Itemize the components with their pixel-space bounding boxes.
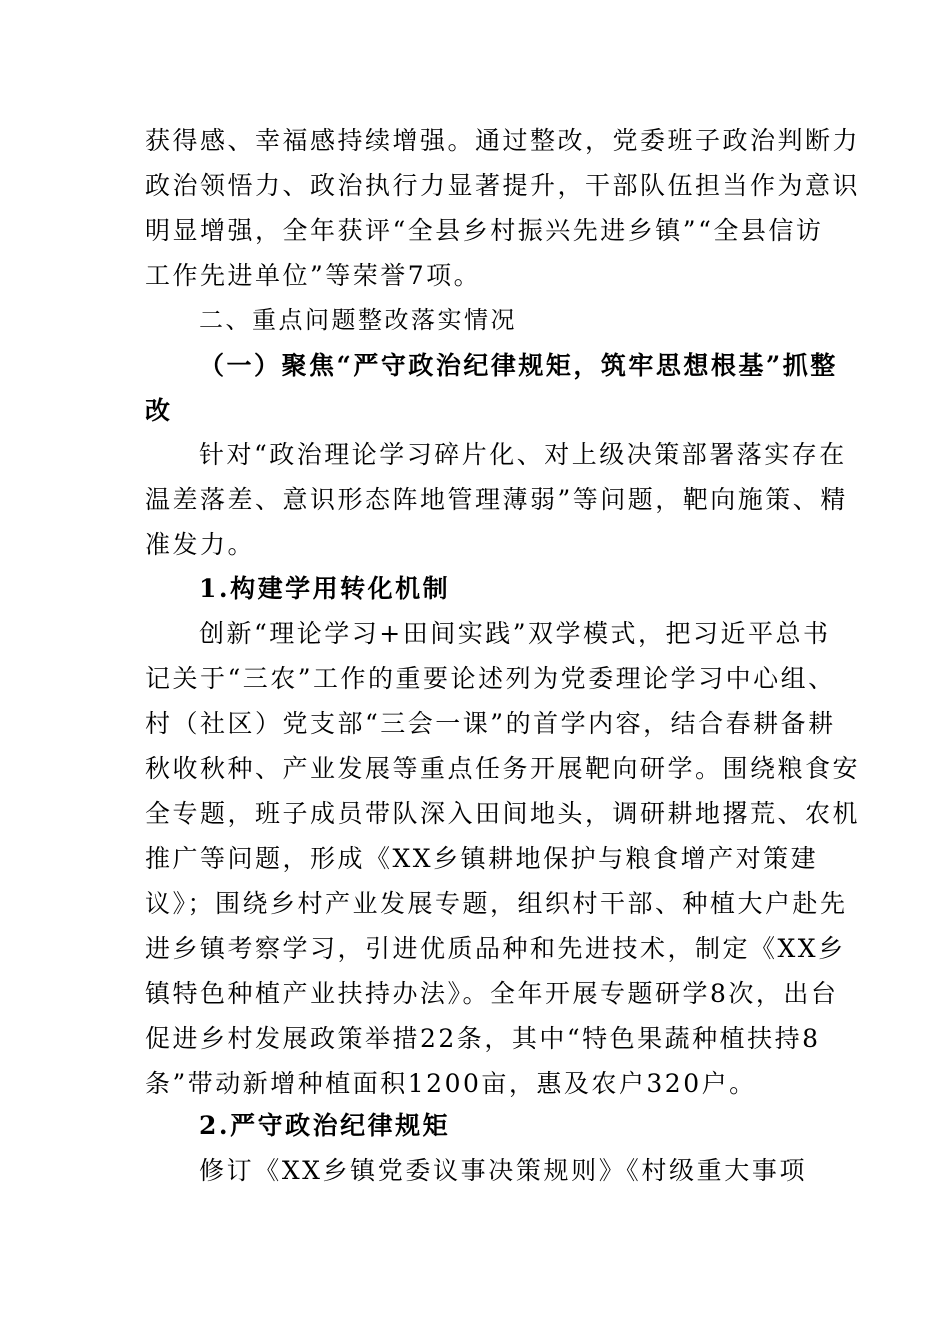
item-heading-text: 1.构建学用转化机制 xyxy=(199,574,451,603)
paragraph-discipline xyxy=(145,1148,807,1193)
paragraph-issues xyxy=(145,432,848,567)
text-line: 促进乡村发展政策举措22条，其中“特色果蔬种植扶持8 xyxy=(145,1024,821,1053)
subsection-heading-line: 改 xyxy=(145,396,173,425)
section-heading-text: 二、重点问题整改落实情况 xyxy=(199,306,517,334)
text-line: 温差落差、意识形态阵地管理薄弱”等问题，靶向施策、精 xyxy=(145,485,848,514)
text-line: 秋收秋种、产业发展等重点任务开展靶向研学。围绕粮食安 xyxy=(145,754,861,783)
text-line: 村（社区）党支部“三会一课”的首学内容，结合春耕备耕 xyxy=(145,709,836,738)
text-line: 工作先进单位”等荣誉7项。 xyxy=(145,261,482,290)
text-line: 条”带动新增种植面积1200亩，惠及农户320户。 xyxy=(145,1069,757,1098)
text-line: 政治领悟力、政治执行力显著提升，干部队伍担当作为意识 xyxy=(145,171,861,200)
text-line: 进乡镇考察学习，引进优质品种和先进技术，制定《XX乡 xyxy=(145,934,846,963)
text-line: 获得感、幸福感持续增强。通过整改，党委班子政治判断力 xyxy=(145,126,861,155)
text-line: 记关于“三农”工作的重要论述列为党委理论学习中心组、 xyxy=(145,664,836,693)
text-line: 全专题，班子成员带队深入田间地头，调研耕地撂荒、农机 xyxy=(145,799,861,828)
text-line: 推广等问题，形成《XX乡镇耕地保护与粮食增产对策建 xyxy=(145,844,819,873)
text-line: 准发力。 xyxy=(145,530,256,559)
text-line: 修订《XX乡镇党委议事决策规则》《村级重大事项 xyxy=(199,1156,807,1185)
section-heading xyxy=(145,298,807,343)
text-line: 镇特色种植产业扶持办法》。全年开展专题研学8次，出台 xyxy=(145,979,839,1008)
text-line: 议》；围绕乡村产业发展专题，组织村干部、种植大户赴先 xyxy=(145,889,848,918)
item-2-heading xyxy=(145,1103,807,1148)
subsection-heading xyxy=(145,343,838,433)
subsection-heading-line: （一）聚焦“严守政治纪律规矩，筑牢思想根基”抓整 xyxy=(199,351,838,380)
item-1-heading xyxy=(145,566,807,611)
text-line: 针对“政治理论学习碎片化、对上级决策部署落实存在 xyxy=(199,440,847,469)
paragraph-mechanism xyxy=(145,611,861,1106)
text-line: 明显增强，全年获评“全县乡村振兴先进乡镇”“全县信访 xyxy=(145,216,824,245)
item-heading-text: 2.严守政治纪律规矩 xyxy=(199,1111,451,1140)
paragraph-results xyxy=(145,118,861,298)
text-line: 创新“理论学习+田间实践”双学模式，把习近平总书 xyxy=(199,619,831,648)
